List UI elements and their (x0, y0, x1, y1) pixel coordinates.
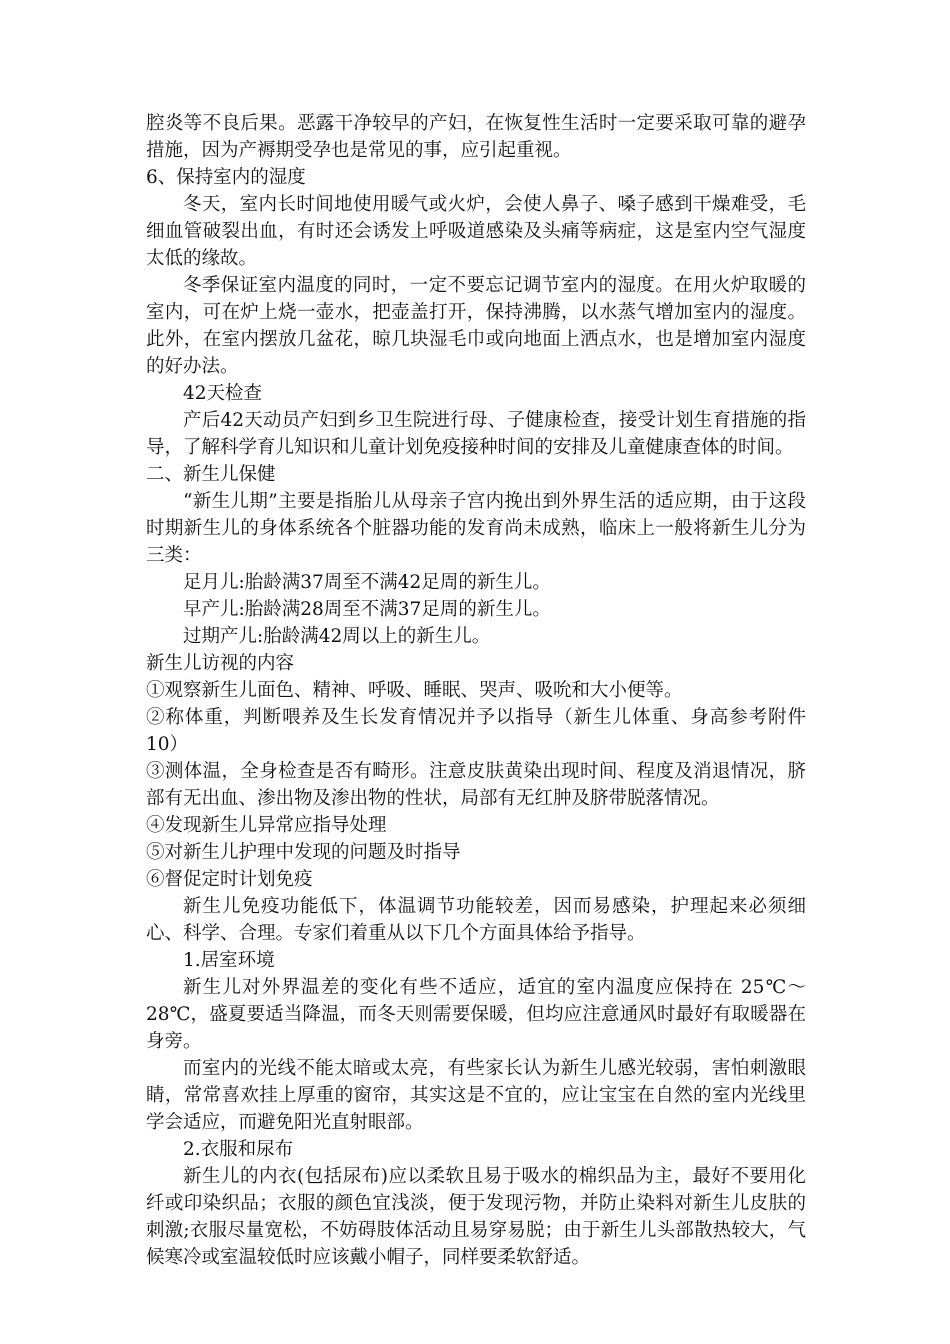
heading-newborn-visit: 新生儿访视的内容 (146, 653, 295, 674)
list-item-visit-2: ②称体重，判断喂养及生长发育情况并予以指导（新生儿体重、身高参考附件10） (146, 707, 806, 755)
document-page (146, 110, 806, 1271)
list-item-visit-5: ⑤对新生儿护理中发现的问题及时指导 (146, 842, 461, 863)
paragraph-room-light: 而室内的光线不能太暗或太亮，有些家长认为新生儿感光较弱，害怕刺激眼睛，常常喜欢挂上厚重的窗帘，其实这是不宜的，应让宝宝在自然的室内光线里学会适应，而避免阳光直射眼部。 (146, 1058, 806, 1133)
paragraph-postpartum-continued: 腔炎等不良后果。恶露干净较早的产妇，在恢复性生活时一定要采取可靠的避孕措施，因为产褥期受孕也是常见的事，应引起重视。 (146, 113, 806, 161)
heading-clothes-diapers: 2.衣服和尿布 (183, 1139, 294, 1160)
heading-humidity: 6、保持室内的湿度 (146, 167, 306, 188)
paragraph-humidity-methods: 冬季保证室内温度的同时，一定不要忘记调节室内的湿度。在用火炉取暖的室内，可在炉上烧一壶水，把壶盖打开，保持沸腾，以水蒸气增加室内的湿度。此外，在室内摆放几盆花，晾几块湿毛巾或向地面上洒点水，也是增加室内湿度的好办法。 (146, 275, 806, 377)
list-item-visit-6: ⑥督促定时计划免疫 (146, 869, 313, 890)
paragraph-42-day-check: 产后42天动员产妇到乡卫生院进行母、子健康检查，接受计划生育措施的指导，了解科学育儿知识和儿童计划免疫接种时间的安排及儿童健康查体的时间。 (146, 410, 806, 458)
paragraph-post-term: 过期产儿:胎龄满42周以上的新生儿。 (183, 626, 491, 647)
paragraph-clothes: 新生儿的内衣(包括尿布)应以柔软且易于吸水的棉织品为主，最好不要用化纤或印染织品；衣服的颜色宜浅淡，便于发现污物，并防止染料对新生儿皮肤的刺激;衣服尽量宽松，不妨碍肢体活动且易穿易脱；由于新生儿头部散热较大，气候寒冷或室温较低时应该戴小帽子，同样要柔软舒适。 (146, 1166, 806, 1268)
paragraph-room-temperature: 新生儿对外界温差的变化有些不适应，适宜的室内温度应保持在 25℃～28℃，盛夏要适当降温，而冬天则需要保暖，但均应注意通风时最好有取暖器在身旁。 (146, 977, 806, 1052)
paragraph-newborn-period: “新生儿期”主要是指胎儿从母亲子宫内挽出到外界生活的适应期，由于这段时期新生儿的身体系统各个脏器功能的发育尚未成熟，临床上一般将新生儿分为三类： (146, 491, 806, 566)
heading-42-day-check: 42天检查 (183, 383, 263, 404)
paragraph-winter-dryness: 冬天，室内长时间地使用暖气或火炉，会使人鼻子、嗓子感到干燥难受，毛细血管破裂出血，有时还会诱发上呼吸道感染及头痛等病症，这是室内空气湿度太低的缘故。 (146, 194, 806, 269)
paragraph-immunity: 新生儿免疫功能低下，体温调节功能较差，因而易感染，护理起来必须细心、科学、合理。专家们着重从以下几个方面具体给予指导。 (146, 896, 806, 944)
paragraph-full-term: 足月儿:胎龄满37周至不满42足周的新生儿。 (183, 572, 551, 593)
heading-newborn-care: 二、新生儿保健 (146, 464, 276, 485)
list-item-visit-3: ③测体温，全身检查是否有畸形。注意皮肤黄染出现时间、程度及消退情况，脐部有无出血、渗出物及渗出物的性状，局部有无红肿及脐带脱落情况。 (146, 761, 806, 809)
paragraph-preterm: 早产儿:胎龄满28周至不满37足周的新生儿。 (183, 599, 551, 620)
list-item-visit-1: ①观察新生儿面色、精神、呼吸、睡眠、哭声、吸吮和大小便等。 (146, 680, 683, 701)
list-item-visit-4: ④发现新生儿异常应指导处理 (146, 815, 387, 836)
heading-room-environment: 1.居室环境 (183, 950, 275, 971)
